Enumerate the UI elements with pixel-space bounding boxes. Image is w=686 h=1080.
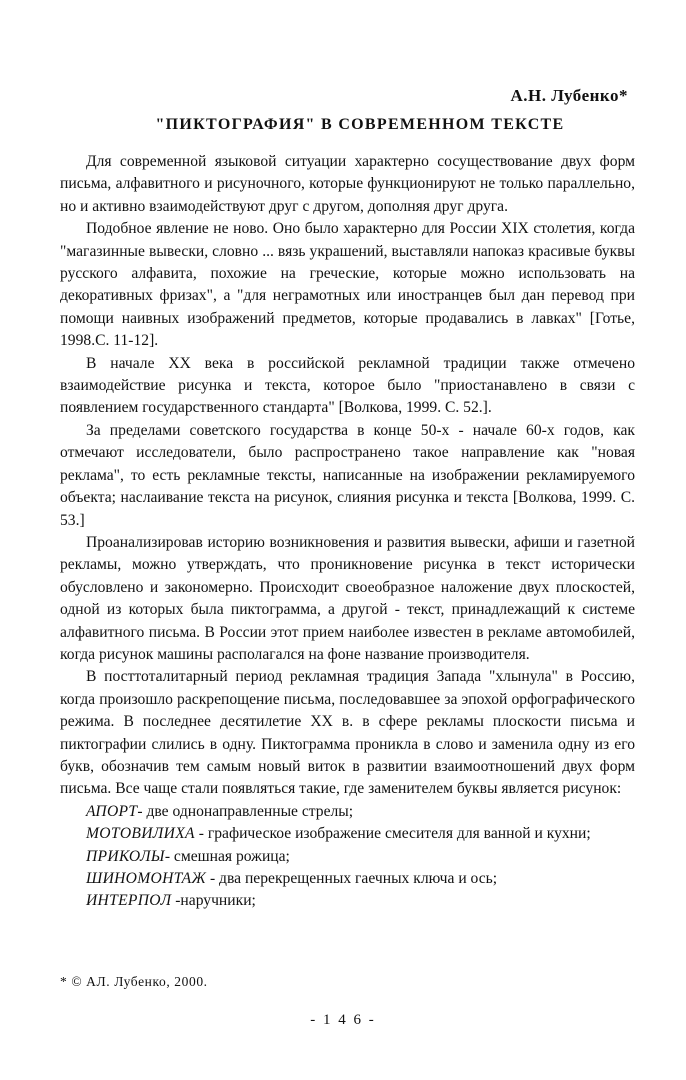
paragraph: Для современной языковой ситуации характерно сосуществование двух форм письма, алфавитного и рисуночного, которые функционируют не только параллельно, но и активно взаимодействуют друг с другом, дополняя друг друга. — [60, 153, 635, 215]
example-item — [60, 846, 635, 868]
example-word: ШИНОМОНТАЖ — [86, 870, 207, 887]
paragraph: В посттоталитарный период рекламная традиция Запада "хлынула" в Россию, когда произошло раскрепощение письма, последовавшее за эпохой орфографического режима. В последнее десятилетие XX в. в сфере рекламы плоскости письма и пиктографии слились в одну. Пиктограмма проникла в слово и заменила одну из его букв, обозначив тем самым новый виток в развитии взаимоотношений двух форм письма. Все чаще стали появляться такие, где заменителем буквы является рисунок: — [60, 668, 635, 798]
example-word: ПРИКОЛЫ — [86, 847, 165, 865]
paragraph: В начале XX века в российской рекламной традиции также отмечено взаимодействие рисунка и текста, которое было "приостанавлено в связи с появлением государственного стандарта" [Волкова, 1999. С. 52.]. — [60, 354, 635, 417]
example-description: - две однонаправленные стрелы; — [137, 802, 354, 820]
author-name: А.Н. Лубенко* — [510, 86, 628, 105]
article-title: "ПИКТОГРАФИЯ" В СОВРЕМЕННОМ ТЕКСТЕ — [155, 116, 565, 133]
example-word: АПОРТ — [86, 802, 138, 820]
example-item — [60, 801, 635, 823]
paragraph: Проанализировав историю возникновения и развития вывески, афиши и газетной рекламы, можно утверждать, что проникновение рисунка в текст исторически обусловлено и закономерно. Происходит своеобразное наложение двух плоскостей, одной из которых была пиктограмма, а другой - текст, принадлежащий к системе алфавитного письма. В России этот прием наиболее известен в рекламе автомобилей, когда рисунок машины располагался на фоне название производителя. — [60, 533, 635, 663]
example-description: - графическое изображение смесителя для ванной и кухни; — [194, 825, 591, 843]
example-word: МОТОВИЛИХА — [86, 825, 195, 843]
page-number: - 1 4 6 - — [310, 1012, 376, 1028]
example-word: ИНТЕРПОЛ — [86, 892, 172, 910]
example-item — [60, 868, 635, 890]
paragraph: За пределами советского государства в конце 50-х - начале 60-х годов, как отмечают исследователи, было распространено такое направление как "новая реклама", то есть рекламные тексты, написанные на изображении рекламируемого объекта; наслаивание текста на рисунок, слияния рисунка и текста [Волкова, 1999. С. 53.] — [60, 421, 635, 529]
example-item — [60, 890, 635, 912]
example-description: -наручники; — [171, 892, 256, 910]
example-description: - два перекрещенных гаечных ключа и ось; — [206, 870, 498, 887]
article-body — [60, 151, 635, 913]
example-description: - смешная рожица; — [164, 847, 290, 865]
footnote: * © АЛ. Лубенко, 2000. — [60, 974, 208, 989]
example-item — [60, 823, 635, 845]
paragraph: Подобное явление не ново. Оно было характерно для России XIX столетия, когда "магазинные вывески, словно ... вязь украшений, выставляли напоказ красивые буквы русского алфавита, похожие на греческие, которые можно использовать на декоративных фризах", а "для неграмотных или иностранцев был дан перевод при помощи наивных изображений предметов, которые продавались в лавках" [Готье, 1998.С. 11-12]. — [60, 220, 635, 350]
